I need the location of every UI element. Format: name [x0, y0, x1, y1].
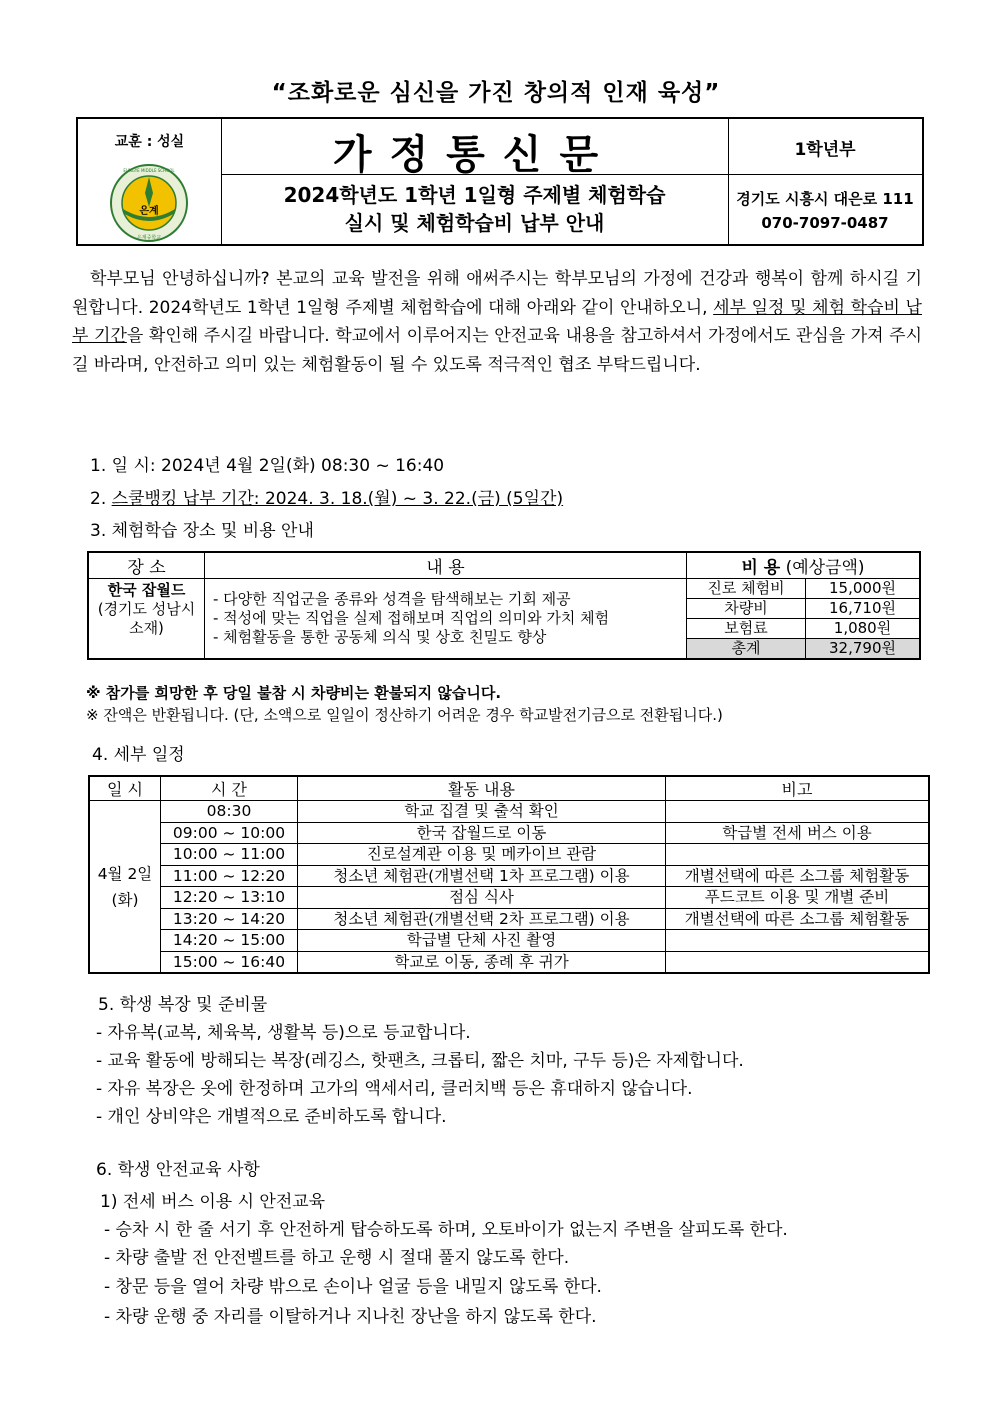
- schedule-time: 09:00 ~ 10:00: [161, 822, 298, 844]
- header-divider-center: [221, 174, 728, 175]
- place-location-1: (경기도 성남시: [97, 600, 196, 618]
- header-center-cell: [221, 119, 729, 244]
- intro-underline-text: 세부 일정 및 체험 학습비 납부 기간: [72, 297, 922, 346]
- content-line: - 다양한 직업군을 종류와 성격을 탐색해보는 기회 제공: [213, 590, 571, 608]
- table-row: [89, 930, 929, 952]
- school-logo: [109, 163, 189, 243]
- content-cell: [205, 579, 687, 660]
- item-date: 1. 일 시: 2024년 4월 2일(화) 08:30 ~ 16:40: [90, 456, 445, 476]
- place-name: 한국 잡월드: [107, 581, 186, 599]
- schedule-time: 14:20 ~ 15:00: [161, 930, 298, 952]
- schedule-activity: 청소년 체험관(개별선택 2차 프로그램) 이용: [298, 908, 666, 930]
- cost-header-note: (예상금액): [780, 558, 865, 578]
- schedule-time: 11:00 ~ 12:20: [161, 865, 298, 887]
- schedule-weekday: (화): [111, 890, 139, 909]
- schedule-note: [666, 930, 930, 952]
- header-left-cell: [78, 119, 222, 244]
- item-payment: [90, 484, 563, 509]
- schedule-title: 4. 세부 일정: [92, 745, 185, 765]
- dress-line: - 자유 복장은 옷에 한정하며 고가의 액세서리, 클러치백 등은 휴대하지 않습니다.: [96, 1079, 693, 1099]
- logo-ring-bottom: 은계중학교: [136, 235, 162, 241]
- cost-value: 1,080원: [806, 619, 921, 639]
- intro-text-1: 학부모님 안녕하십니까? 본교의 교육 발전을 위해 애써주시는 학부모님의 가정에 건강과 행복이 함께 하시길 기원합니다. 2024학년도 1학년 1일형 주제별 체험학습에 대해 아래와 같이 안내하오니,: [72, 269, 922, 318]
- table-row: [89, 887, 929, 909]
- intro-paragraph: [72, 265, 922, 379]
- table-row: [89, 844, 929, 866]
- department-label: 1학년부: [794, 140, 856, 160]
- table-row: [89, 822, 929, 844]
- cost-total-value: 32,790원: [806, 639, 921, 660]
- schedule-day: 4월 2일: [97, 864, 153, 883]
- item-payment-number: 2.: [90, 489, 112, 509]
- schedule-note: [666, 951, 930, 973]
- page-title: 가정통신문: [332, 132, 617, 178]
- cost-value: 16,710원: [806, 599, 921, 619]
- schedule-note: 학급별 전세 버스 이용: [666, 822, 930, 844]
- schedule-note: 개별선택에 따른 소그룹 체험활동: [666, 865, 930, 887]
- cost-table-header-cost: [687, 552, 921, 579]
- cost-label: 보험료: [687, 619, 806, 639]
- safety-line: - 차량 운행 중 자리를 이탈하거나 지나친 장난을 하지 않도록 한다.: [104, 1307, 597, 1327]
- schedule-header-activity: 활동 내용: [298, 776, 666, 801]
- logo-ring-top: EUNGYE MIDDLE SCHOOL: [123, 168, 175, 173]
- dress-line: - 자유복(교복, 체육복, 생활복 등)으로 등교합니다.: [96, 1023, 471, 1043]
- schedule-activity: 청소년 체험관(개별선택 1차 프로그램) 이용: [298, 865, 666, 887]
- note-no-refund: ※ 참가를 희망한 후 당일 불참 시 차량비는 환불되지 않습니다.: [86, 684, 502, 702]
- schedule-note: 개별선택에 따른 소그룹 체험활동: [666, 908, 930, 930]
- schedule-note: [666, 801, 930, 823]
- safety-line: - 창문 등을 열어 차량 밖으로 손이나 얼굴 등을 내밀지 않도록 한다.: [104, 1277, 602, 1297]
- cost-table-header-content: 내 용: [205, 552, 687, 579]
- schedule-activity: 한국 잡월드로 이동: [298, 822, 666, 844]
- cost-value: 15,000원: [806, 579, 921, 599]
- table-row: [89, 801, 929, 823]
- schedule-activity: 학급별 단체 사진 촬영: [298, 930, 666, 952]
- cost-total-label: 총계: [687, 639, 806, 660]
- school-contact: [728, 187, 922, 235]
- schedule-activity: 진로설계관 이용 및 메카이브 관람: [298, 844, 666, 866]
- table-row: [89, 908, 929, 930]
- place-location-2: 소재): [129, 619, 164, 637]
- schedule-header-note: 비고: [666, 776, 930, 801]
- school-motto-banner: “조화로운 심신을 가진 창의적 인재 육성”: [271, 80, 721, 106]
- header-right-cell: [728, 119, 922, 244]
- safety-title: 6. 학생 안전교육 사항: [96, 1160, 260, 1180]
- school-motto-label: 교훈 : 성실: [114, 134, 185, 150]
- logo-text: 은계: [139, 206, 159, 217]
- schedule-header-date: 일 시: [89, 776, 161, 801]
- schedule-date-cell: [89, 801, 161, 974]
- cost-table: [87, 551, 921, 660]
- schedule-table: [88, 775, 930, 974]
- cost-label: 진로 체험비: [687, 579, 806, 599]
- schedule-time: 15:00 ~ 16:40: [161, 951, 298, 973]
- cost-header-bold: 비 용: [741, 558, 781, 578]
- schedule-note: 푸드코트 이용 및 개별 준비: [666, 887, 930, 909]
- safety-line: - 승차 시 한 줄 서기 후 안전하게 탑승하도록 하며, 오토바이가 없는지 주변을 살피도록 한다.: [104, 1220, 788, 1240]
- dress-line: - 교육 활동에 방해되는 복장(레깅스, 핫팬츠, 크롭티, 짧은 치마, 구두 등)은 자제합니다.: [96, 1051, 744, 1071]
- subtitle-line-1: 2024학년도 1학년 1일형 주제별 체험학습: [283, 183, 666, 207]
- schedule-time: 13:20 ~ 14:20: [161, 908, 298, 930]
- header-divider-right: [728, 174, 922, 175]
- schedule-activity: 점심 식사: [298, 887, 666, 909]
- page-subtitle: [221, 181, 728, 237]
- safety-line: - 차량 출발 전 안전벨트를 하고 운행 시 절대 풀지 않도록 한다.: [104, 1248, 570, 1268]
- schedule-time: 12:20 ~ 13:10: [161, 887, 298, 909]
- dress-title: 5. 학생 복장 및 준비물: [98, 995, 268, 1015]
- school-phone: 070-7097-0487: [761, 214, 889, 232]
- intro-text-2: 을 확인해 주시길 바랍니다. 학교에서 이루어지는 안전교육 내용을 참고하셔서 가정에서도 관심을 가져 주시길 바라며, 안전하고 의미 있는 체험활동이 될 수 있도록 적극적인 협조 부탁드립니다.: [72, 326, 922, 375]
- dress-line: - 개인 상비약은 개별적으로 준비하도록 합니다.: [96, 1107, 447, 1127]
- place-cell: [88, 579, 205, 660]
- school-address: 경기도 시흥시 대은로 111: [736, 190, 914, 208]
- schedule-time: 10:00 ~ 11:00: [161, 844, 298, 866]
- schedule-activity: 학교 집결 및 출석 확인: [298, 801, 666, 823]
- schedule-note: [666, 844, 930, 866]
- note-balance: ※ 잔액은 반환됩니다. (단, 소액으로 일일이 정산하기 어려운 경우 학교발전기금으로 전환됩니다.): [86, 706, 723, 724]
- item-payment-text: 스쿨뱅킹 납부 기간: 2024. 3. 18.(월) ~ 3. 22.(금) (5일간): [111, 489, 564, 509]
- schedule-activity: 학교로 이동, 종례 후 귀가: [298, 951, 666, 973]
- content-line: - 적성에 맞는 직업을 실제 접해보며 직업의 의미와 가치 체험: [213, 609, 610, 627]
- subtitle-line-2: 실시 및 체험학습비 납부 안내: [344, 211, 605, 235]
- schedule-time: 08:30: [161, 801, 298, 823]
- cost-table-header-place: 장 소: [88, 552, 205, 579]
- content-line: - 체험활동을 통한 공동체 의식 및 상호 친밀도 향상: [213, 628, 547, 646]
- item-place-title: 3. 체험학습 장소 및 비용 안내: [90, 521, 314, 541]
- schedule-header-time: 시 간: [161, 776, 298, 801]
- table-row: [89, 865, 929, 887]
- safety-subtitle: 1) 전세 버스 이용 시 안전교육: [100, 1192, 326, 1212]
- table-row: [89, 951, 929, 973]
- cost-label: 차량비: [687, 599, 806, 619]
- header-box: [76, 117, 924, 246]
